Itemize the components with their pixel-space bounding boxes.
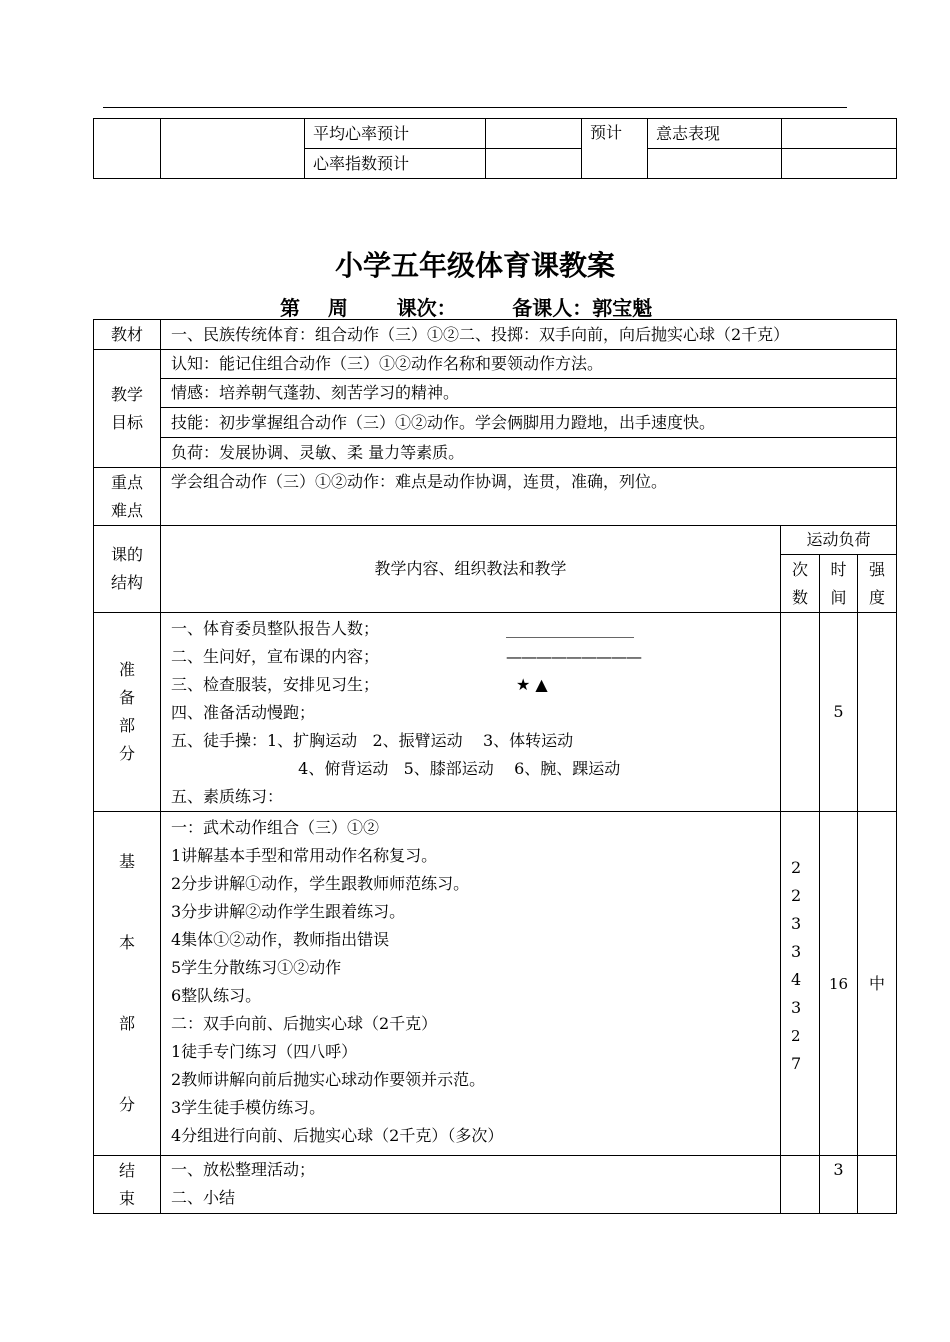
end-intensity <box>858 1156 897 1214</box>
end-time: 3 <box>820 1156 858 1214</box>
formation-symbols: ★ ▲ <box>516 675 548 694</box>
basic-line: 2分步讲解①动作，学生跟教师师范练习。 <box>171 874 470 893</box>
lesson-subtitle: 第 周 课次： 备课人：郭宝魁 <box>280 296 653 320</box>
key-label: 重点 难点 <box>94 468 161 526</box>
intensity-header: 强 度 <box>858 555 897 613</box>
will-label: 意志表现 <box>648 119 782 149</box>
prep-content <box>161 613 781 812</box>
blank-underline: ________________ <box>506 619 634 638</box>
end-content <box>161 1156 781 1214</box>
structure-label: 课的 结构 <box>94 526 161 613</box>
load-header: 运动负荷 <box>781 526 897 555</box>
key-text: 学会组合动作（三）①②动作：难点是动作协调，连贯，准确，列位。 <box>161 468 897 526</box>
goal-label: 教学 目标 <box>94 350 161 468</box>
blank-cell <box>782 149 897 179</box>
material-label: 教材 <box>94 320 161 350</box>
blank-cell <box>161 119 305 179</box>
basic-time: 16 <box>820 812 858 1156</box>
basic-line: 1讲解基本手型和常用动作名称复习。 <box>171 846 438 865</box>
material-text: 一、民族传统体育：组合动作（三）①②二、投掷：双手向前，向后抛实心球（2千克） <box>161 320 897 350</box>
prep-line: 三、检查服装，安排见习生； <box>171 675 380 694</box>
blank-cell <box>648 149 782 179</box>
basic-line: 3分步讲解②动作学生跟着练习。 <box>171 902 406 921</box>
hr-index-value <box>486 149 582 179</box>
prep-line: 五、素质练习： <box>171 787 284 806</box>
basic-line: 3学生徒手模仿练习。 <box>171 1098 326 1117</box>
prep-line: 二、生问好，宣布课的内容； <box>171 647 380 666</box>
time-header: 时 间 <box>820 555 858 613</box>
prep-label: 准 备 部 分 <box>94 613 161 812</box>
avg-hr-value <box>486 119 582 149</box>
basic-line: 6整队练习。 <box>171 986 262 1005</box>
prep-line: 四、准备活动慢跑； <box>171 703 316 722</box>
goal-skill: 技能：初步掌握组合动作（三）①②动作。学会俩脚用力蹬地，出手速度快。 <box>161 408 897 438</box>
prep-line: 4、俯背运动 5、膝部运动 6、腕、踝运动 <box>171 759 621 778</box>
avg-hr-label: 平均心率预计 <box>305 119 486 149</box>
end-line: 二、小结 <box>171 1188 236 1207</box>
prep-count <box>781 613 820 812</box>
end-line: 一、放松整理活动； <box>171 1160 316 1179</box>
basic-counts: 2 2 3 3 4 3 2 7 <box>781 812 820 1156</box>
blank-cell <box>94 119 161 179</box>
end-count <box>781 1156 820 1214</box>
basic-line: 4分组进行向前、后抛实心球（2千克）（多次） <box>171 1126 504 1145</box>
basic-label: 基 本 部 分 <box>94 812 161 1156</box>
blank-dashline: ————————— <box>506 647 641 666</box>
basic-line: 1徒手专门练习（四八呼） <box>171 1042 358 1061</box>
basic-intensity: 中 <box>858 812 897 1156</box>
forecast-label: 预计 <box>582 119 648 179</box>
end-label: 结 束 <box>94 1156 161 1214</box>
content-header: 教学内容、组织教法和教学 <box>161 526 781 613</box>
hr-index-label: 心率指数预计 <box>305 149 486 179</box>
basic-line: 2教师讲解向前后抛实心球动作要领并示范。 <box>171 1070 486 1089</box>
basic-content <box>161 812 781 1156</box>
basic-line: 一：武术动作组合（三）①② <box>171 818 380 837</box>
goal-cognition: 认知：能记住组合动作（三）①②动作名称和要领动作方法。 <box>161 350 897 379</box>
prep-line: 五、徒手操：1、扩胸运动 2、振臂运动 3、体转运动 <box>171 731 574 750</box>
will-value <box>782 119 897 149</box>
basic-line: 二：双手向前、后抛实心球（2千克） <box>171 1014 438 1033</box>
page-title: 小学五年级体育课教案 <box>334 249 615 282</box>
basic-line: 5学生分散练习①②动作 <box>171 958 342 977</box>
header-rule <box>103 107 847 108</box>
prep-time: 5 <box>820 613 858 812</box>
lesson-plan-table <box>93 319 897 1214</box>
basic-line: 4集体①②动作，教师指出错误 <box>171 930 390 949</box>
heart-rate-table <box>93 118 897 179</box>
count-header: 次 数 <box>781 555 820 613</box>
prep-line: 一、体育委员整队报告人数； <box>171 619 380 638</box>
goal-load: 负荷：发展协调、灵敏、柔 量力等素质。 <box>161 438 897 468</box>
goal-emotion: 情感：培养朝气蓬勃、刻苦学习的精神。 <box>161 379 897 408</box>
prep-intensity <box>858 613 897 812</box>
